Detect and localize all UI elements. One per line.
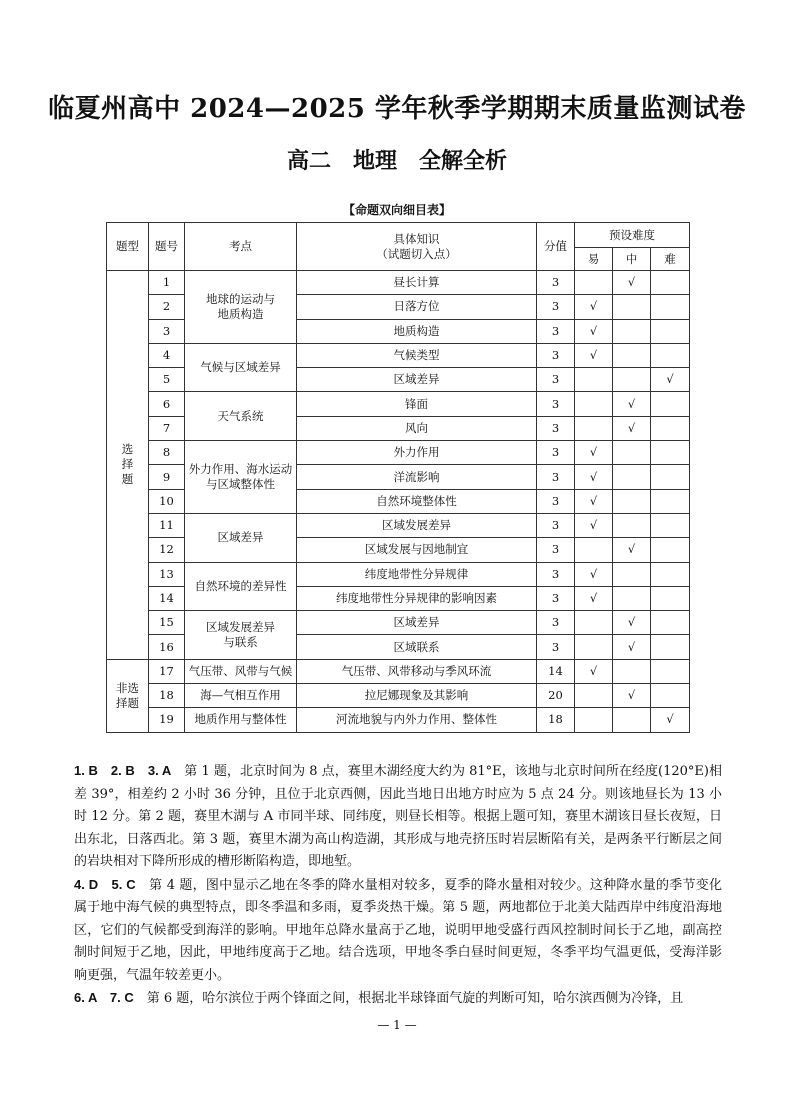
difficulty-hard-cell [651, 562, 690, 586]
knowledge-cell: 区域发展差异 [297, 513, 537, 537]
table-row [107, 513, 690, 537]
score-cell: 3 [537, 538, 575, 562]
difficulty-hard-cell: √ [651, 368, 690, 392]
difficulty-hard-cell [651, 392, 690, 416]
difficulty-hard-cell [651, 586, 690, 610]
difficulty-medium-cell [613, 489, 651, 513]
score-cell: 3 [537, 611, 575, 635]
difficulty-easy-cell [575, 684, 613, 708]
explanation: 第 6 题，哈尔滨位于两个锋面之间，根据北半球锋面气旋的判断可知，哈尔滨西侧为冷锋，且 [133, 991, 684, 1006]
difficulty-medium-cell: √ [613, 635, 651, 659]
difficulty-medium-cell: √ [613, 684, 651, 708]
difficulty-easy-cell: √ [575, 295, 613, 319]
exam-point-cell: 海—气相互作用 [185, 684, 297, 708]
table-row [107, 684, 690, 708]
knowledge-cell: 自然环境整体性 [297, 489, 537, 513]
table-row [107, 562, 690, 586]
exam-point-cell: 区域发展差异 与联系 [185, 611, 297, 660]
knowledge-cell: 地质构造 [297, 319, 537, 343]
answer-key: 1. B 2. B 3. A [74, 763, 172, 778]
difficulty-hard-cell [651, 271, 690, 295]
question-number-cell: 7 [149, 416, 185, 440]
exam-point-cell: 区域差异 [185, 513, 297, 562]
difficulty-medium-cell [613, 513, 651, 537]
difficulty-medium-cell [613, 562, 651, 586]
score-cell: 3 [537, 465, 575, 489]
header-knowledge [297, 223, 537, 271]
score-cell: 3 [537, 343, 575, 367]
difficulty-easy-cell: √ [575, 586, 613, 610]
difficulty-hard-cell [651, 635, 690, 659]
question-number-cell: 17 [149, 659, 185, 683]
score-cell: 18 [537, 708, 575, 732]
difficulty-medium-cell: √ [613, 416, 651, 440]
difficulty-hard-cell [651, 513, 690, 537]
analysis-text [74, 760, 722, 1011]
analysis-paragraph [74, 874, 722, 988]
table-row [107, 708, 690, 732]
difficulty-easy-cell: √ [575, 319, 613, 343]
knowledge-cell: 锋面 [297, 392, 537, 416]
question-type-cell: 选 择 题 [107, 271, 149, 660]
page-number: — 1 — [377, 1018, 417, 1032]
score-cell: 3 [537, 513, 575, 537]
difficulty-medium-cell: √ [613, 271, 651, 295]
exam-point-cell: 自然环境的差异性 [185, 562, 297, 611]
question-number-cell: 15 [149, 611, 185, 635]
difficulty-easy-cell [575, 271, 613, 295]
question-number-cell: 5 [149, 368, 185, 392]
difficulty-easy-cell: √ [575, 343, 613, 367]
difficulty-easy-cell: √ [575, 489, 613, 513]
document-subtitle: 高二 地理 全解全析 [286, 148, 507, 174]
header-score: 分值 [537, 223, 575, 271]
question-number-cell: 14 [149, 586, 185, 610]
difficulty-medium-cell [613, 441, 651, 465]
question-number-cell: 11 [149, 513, 185, 537]
knowledge-cell: 日落方位 [297, 295, 537, 319]
difficulty-easy-cell: √ [575, 513, 613, 537]
knowledge-cell: 区域联系 [297, 635, 537, 659]
difficulty-hard-cell [651, 659, 690, 683]
score-cell: 3 [537, 441, 575, 465]
explanation: 第 1 题，北京时间为 8 点，赛里木湖经度大约为 81°E，该地与北京时间所在经度(120°E)相差 39°，相差约 2 小时 36 分钟，且位于北京西侧，因此当地日出地方时应为 5 点 24 分。则该地昼长为 13 小时 12 分。第 2 题，赛里木湖与 A 市同半球、同纬度，则昼长相等。根据上题可知，赛里木湖该日昼长夜短，日出东北，日落西北。第 3 题，赛里木湖为高山构造湖，其形成与地壳挤压时岩层断陷有关，是两条平行断层之间的岩块相对下降所形成的槽形断陷构造，即地堑。 [74, 764, 722, 869]
difficulty-easy-cell: √ [575, 562, 613, 586]
document-title: 临夏州高中 2024—2025 学年秋季学期期末质量监测试卷 [48, 94, 746, 124]
difficulty-medium-cell [613, 659, 651, 683]
difficulty-medium-cell: √ [613, 538, 651, 562]
question-number-cell: 9 [149, 465, 185, 489]
exam-point-cell: 气候与区域差异 [185, 343, 297, 392]
difficulty-hard-cell [651, 611, 690, 635]
table-row [107, 611, 690, 635]
difficulty-hard-cell [651, 684, 690, 708]
difficulty-easy-cell [575, 368, 613, 392]
knowledge-cell: 外力作用 [297, 441, 537, 465]
question-number-cell: 1 [149, 271, 185, 295]
header-difficulty: 预设难度 [575, 223, 690, 248]
knowledge-cell: 区域差异 [297, 368, 537, 392]
difficulty-easy-cell [575, 708, 613, 732]
analysis-paragraph [74, 760, 722, 874]
difficulty-hard-cell [651, 416, 690, 440]
specification-table [106, 222, 690, 733]
score-cell: 3 [537, 368, 575, 392]
knowledge-cell: 洋流影响 [297, 465, 537, 489]
score-cell: 3 [537, 392, 575, 416]
question-number-cell: 12 [149, 538, 185, 562]
header-knowledge-sub: （试题切入点） [376, 246, 457, 261]
score-cell: 20 [537, 684, 575, 708]
question-number-cell: 10 [149, 489, 185, 513]
score-cell: 3 [537, 271, 575, 295]
question-number-cell: 18 [149, 684, 185, 708]
knowledge-cell: 拉尼娜现象及其影响 [297, 684, 537, 708]
header-easy: 易 [575, 248, 613, 271]
question-number-cell: 16 [149, 635, 185, 659]
difficulty-medium-cell [613, 319, 651, 343]
header-hard: 难 [651, 248, 690, 271]
difficulty-hard-cell [651, 489, 690, 513]
header-type: 题型 [107, 223, 149, 271]
difficulty-hard-cell [651, 465, 690, 489]
table-caption: 【命题双向细目表】 [342, 203, 451, 217]
difficulty-medium-cell [613, 708, 651, 732]
knowledge-cell: 气压带、风带移动与季风环流 [297, 659, 537, 683]
score-cell: 3 [537, 416, 575, 440]
knowledge-cell: 风向 [297, 416, 537, 440]
exam-point-cell: 气压带、风带与气候 [185, 659, 297, 683]
difficulty-easy-cell [575, 392, 613, 416]
knowledge-cell: 区域差异 [297, 611, 537, 635]
difficulty-medium-cell [613, 343, 651, 367]
table-body [107, 271, 690, 733]
question-number-cell: 3 [149, 319, 185, 343]
difficulty-easy-cell [575, 416, 613, 440]
answer-key: 6. A 7. C [74, 990, 134, 1005]
score-cell: 3 [537, 319, 575, 343]
difficulty-easy-cell [575, 611, 613, 635]
header-knowledge-main: 具体知识 [393, 231, 440, 246]
question-number-cell: 19 [149, 708, 185, 732]
exam-point-cell: 地质作用与整体性 [185, 708, 297, 732]
difficulty-medium-cell: √ [613, 611, 651, 635]
difficulty-medium-cell [613, 586, 651, 610]
question-number-cell: 6 [149, 392, 185, 416]
knowledge-cell: 纬度地带性分异规律的影响因素 [297, 586, 537, 610]
difficulty-hard-cell [651, 319, 690, 343]
score-cell: 14 [537, 659, 575, 683]
exam-point-cell: 外力作用、海水运动 与区域整体性 [185, 441, 297, 514]
question-number-cell: 13 [149, 562, 185, 586]
table-row [107, 392, 690, 416]
difficulty-medium-cell [613, 295, 651, 319]
header-number: 题号 [149, 223, 185, 271]
difficulty-easy-cell [575, 538, 613, 562]
difficulty-easy-cell: √ [575, 465, 613, 489]
score-cell: 3 [537, 295, 575, 319]
knowledge-cell: 气候类型 [297, 343, 537, 367]
difficulty-hard-cell [651, 343, 690, 367]
question-number-cell: 2 [149, 295, 185, 319]
question-type-cell: 非选 择题 [107, 659, 149, 732]
knowledge-cell: 纬度地带性分异规律 [297, 562, 537, 586]
header-medium: 中 [613, 248, 651, 271]
difficulty-hard-cell: √ [651, 708, 690, 732]
score-cell: 3 [537, 562, 575, 586]
knowledge-cell: 昼长计算 [297, 271, 537, 295]
explanation: 第 4 题，图中显示乙地在冬季的降水量相对较多，夏季的降水量相对较少。这种降水量的季节变化属于地中海气候的典型特点，即冬季温和多雨，夏季炎热干燥。第 5 题，两地都位于北美大陆西岸中纬度沿海地区，它们的气候都受到海洋的影响。甲地年总降水量高于乙地，说明甲地受盛行西风控制时间长于乙地，副高控制时间短于乙地，因此，甲地纬度高于乙地。结合选项，甲地冬季白昼时间更短，冬季平均气温更低，受海洋影响更强，气温年较差更小。 [74, 877, 722, 983]
analysis-paragraph [74, 987, 722, 1011]
difficulty-medium-cell [613, 465, 651, 489]
difficulty-medium-cell: √ [613, 392, 651, 416]
header-point: 考点 [185, 223, 297, 271]
answer-key: 4. D 5. C [74, 876, 136, 892]
question-number-cell: 4 [149, 343, 185, 367]
difficulty-hard-cell [651, 295, 690, 319]
exam-point-cell: 天气系统 [185, 392, 297, 441]
table-row [107, 343, 690, 367]
difficulty-easy-cell: √ [575, 441, 613, 465]
difficulty-easy-cell: √ [575, 659, 613, 683]
table-row [107, 659, 690, 683]
score-cell: 3 [537, 586, 575, 610]
difficulty-hard-cell [651, 441, 690, 465]
table-row [107, 271, 690, 295]
table-row [107, 441, 690, 465]
knowledge-cell: 河流地貌与内外力作用、整体性 [297, 708, 537, 732]
difficulty-medium-cell [613, 368, 651, 392]
difficulty-hard-cell [651, 538, 690, 562]
question-number-cell: 8 [149, 441, 185, 465]
difficulty-easy-cell [575, 635, 613, 659]
exam-point-cell: 地球的运动与 地质构造 [185, 271, 297, 344]
score-cell: 3 [537, 489, 575, 513]
score-cell: 3 [537, 635, 575, 659]
knowledge-cell: 区域发展与因地制宜 [297, 538, 537, 562]
